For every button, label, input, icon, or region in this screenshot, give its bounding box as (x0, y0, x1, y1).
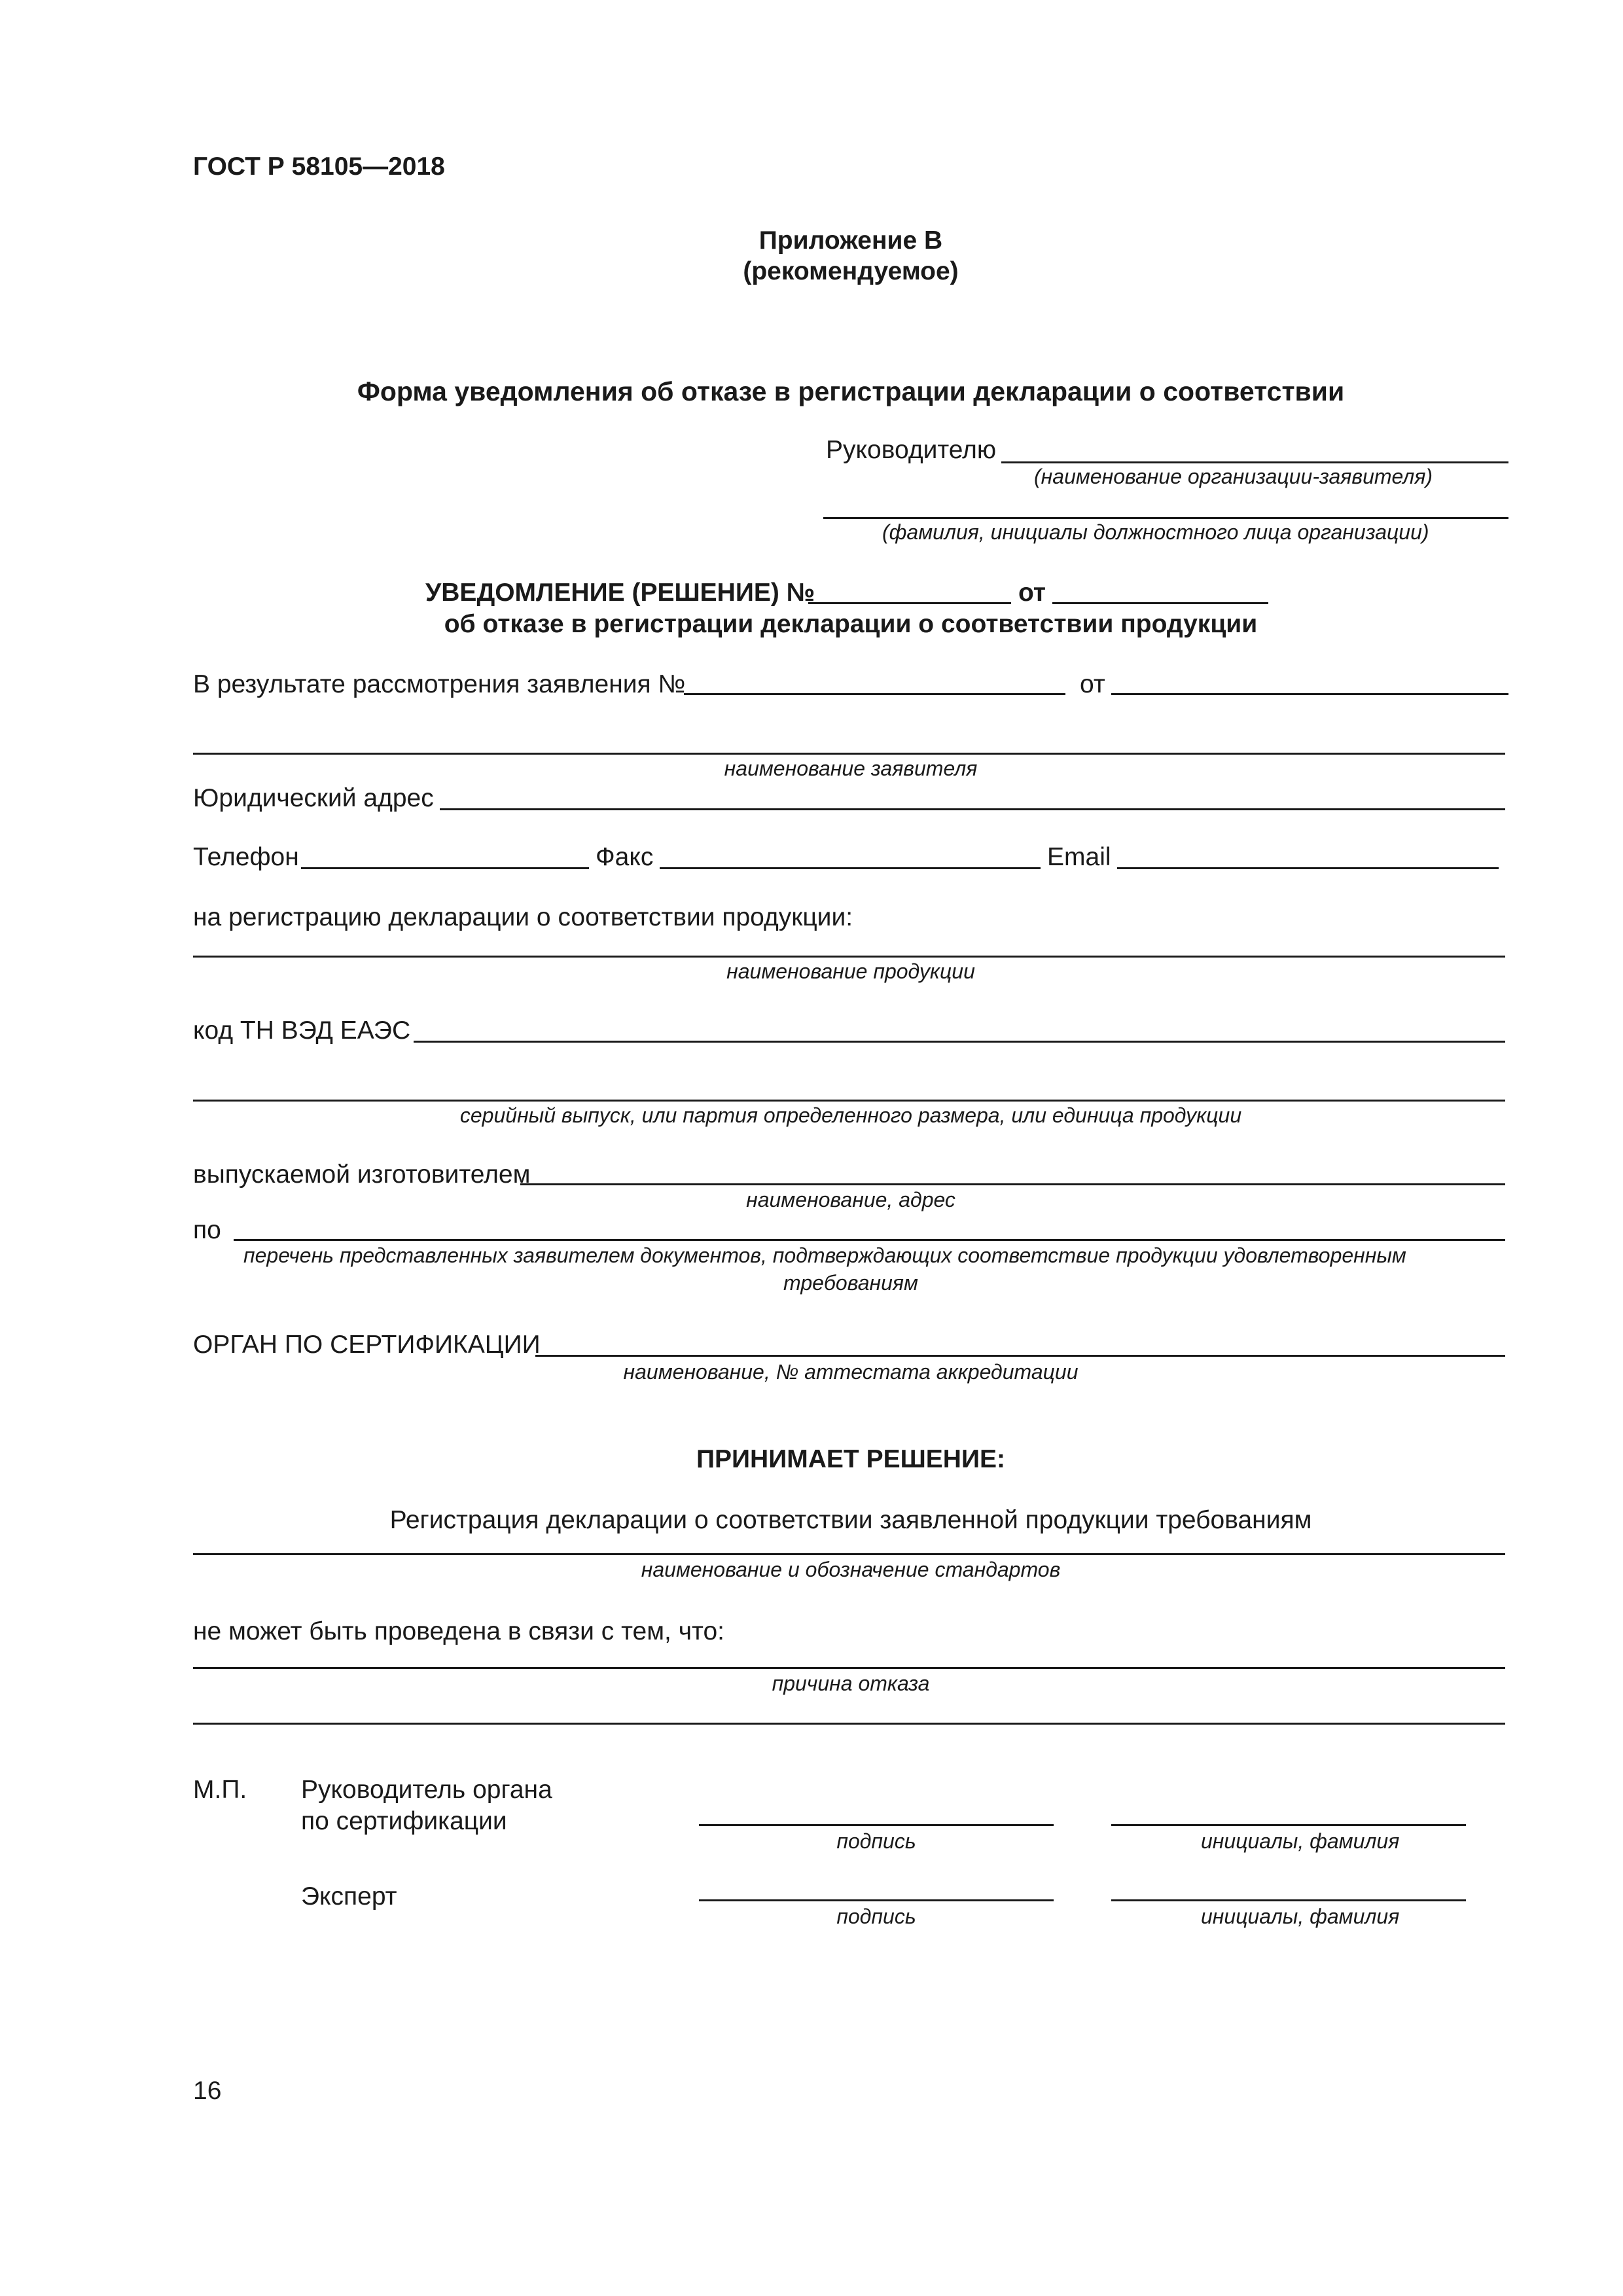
manufacturer-caption: наименование, адрес (746, 1188, 955, 1211)
tn-ved-line[interactable] (414, 1041, 1505, 1043)
application-label: В результате рассмотрения заявления № (193, 670, 686, 698)
application-number-line[interactable] (684, 693, 1065, 695)
cert-body-caption: наименование, № аттестата аккредитации (623, 1360, 1079, 1384)
addressee-org-line[interactable] (1001, 461, 1508, 463)
expert-name-caption: инициалы, фамилия (1201, 1905, 1400, 1928)
cannot-text: не может быть проведена в связи с тем, что: (193, 1617, 724, 1645)
expert-signature-line[interactable] (699, 1899, 1054, 1901)
appendix-status: (рекомендуемое) (743, 257, 959, 285)
expert-label: Эксперт (301, 1882, 397, 1910)
page-number: 16 (193, 2077, 222, 2105)
addressee-official-line[interactable] (823, 517, 1508, 519)
product-label: на регистрацию декларации о соответствии продукции: (193, 903, 853, 931)
series-line[interactable] (193, 1100, 1505, 1102)
reason-line[interactable] (193, 1667, 1505, 1669)
email-line[interactable] (1117, 867, 1499, 869)
reason-caption: причина отказа (772, 1672, 930, 1695)
documents-caption-line2: требованиям (783, 1271, 918, 1295)
applicant-name-line[interactable] (193, 753, 1505, 755)
notice-number-line[interactable] (808, 602, 1011, 604)
phone-label: Телефон (193, 843, 299, 871)
standards-line[interactable] (193, 1553, 1505, 1555)
expert-signature-caption: подпись (836, 1905, 916, 1928)
documents-caption-line1: перечень представленных заявителем документов, подтверждающих соответствие продукции удовлетворенным (243, 1244, 1406, 1267)
application-date-line[interactable] (1111, 693, 1508, 695)
series-caption: серийный выпуск, или партия определенного размера, или единица продукции (459, 1103, 1242, 1127)
email-label: Email (1047, 843, 1111, 871)
notice-heading: УВЕДОМЛЕНИЕ (РЕШЕНИЕ) № (425, 579, 815, 607)
fax-label: Факс (596, 843, 654, 871)
cert-body-line[interactable] (535, 1355, 1505, 1357)
by-label: по (193, 1216, 221, 1244)
product-name-line[interactable] (193, 956, 1505, 958)
cert-body-label: ОРГАН ПО СЕРТИФИКАЦИИ (193, 1331, 541, 1359)
application-from: от (1080, 670, 1105, 698)
expert-name-line[interactable] (1111, 1899, 1466, 1901)
head-name-caption: инициалы, фамилия (1201, 1829, 1400, 1853)
head-signature-line[interactable] (699, 1824, 1054, 1826)
applicant-caption: наименование заявителя (724, 757, 978, 780)
addressee-org-caption: (наименование организации-заявителя) (1034, 465, 1433, 488)
notice-date-line[interactable] (1052, 602, 1268, 604)
product-caption: наименование продукции (726, 960, 975, 983)
standard-designation: ГОСТ Р 58105—2018 (193, 152, 445, 181)
appendix-title: Приложение В (758, 226, 943, 255)
decision-text: Регистрация декларации о соответствии заявленной продукции требованиям (389, 1506, 1312, 1534)
form-title: Форма уведомления об отказе в регистрации декларации о соответствии (357, 376, 1345, 406)
decision-heading: ПРИНИМАЕТ РЕШЕНИЕ: (696, 1445, 1006, 1473)
tn-ved-label: код ТН ВЭД ЕАЭС (193, 1016, 411, 1045)
addressee-label: Руководителю (826, 436, 997, 464)
notice-from: от (1018, 579, 1046, 607)
stamp-label: М.П. (193, 1776, 247, 1804)
documents-line[interactable] (234, 1239, 1505, 1241)
manufacturer-line[interactable] (520, 1183, 1505, 1185)
head-signature-caption: подпись (836, 1829, 916, 1853)
legal-address-line[interactable] (440, 808, 1505, 810)
head-label-line1: Руководитель органа (301, 1776, 552, 1804)
manufacturer-label: выпускаемой изготовителем (193, 1160, 531, 1189)
phone-line[interactable] (301, 867, 589, 869)
head-label-line2: по сертификации (301, 1807, 507, 1835)
addressee-official-caption: (фамилия, инициалы должностного лица организации) (882, 520, 1429, 544)
notice-subheading: об отказе в регистрации декларации о соответствии продукции (444, 610, 1258, 638)
fax-line[interactable] (660, 867, 1041, 869)
standards-caption: наименование и обозначение стандартов (641, 1558, 1061, 1581)
legal-address-label: Юридический адрес (193, 784, 434, 812)
reason-line-2[interactable] (193, 1723, 1505, 1725)
head-name-line[interactable] (1111, 1824, 1466, 1826)
